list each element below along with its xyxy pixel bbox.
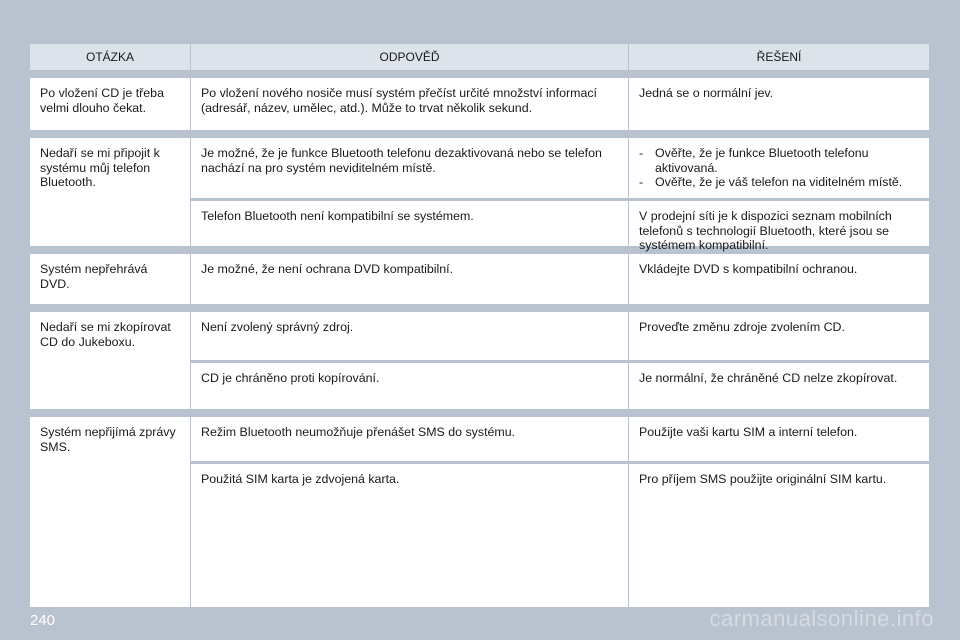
solution-cell: Použijte vaši kartu SIM a interní telefon. <box>629 417 929 461</box>
answer-cell: Použitá SIM karta je zdvojená karta. <box>191 464 628 607</box>
answer-cell: CD je chráněno proti kopírování. <box>191 363 628 409</box>
solution-cell: Proveďte změnu zdroje zvolením CD. <box>629 312 929 360</box>
solution-cell: Pro příjem SMS použijte originální SIM kartu. <box>629 464 929 607</box>
solution-cell <box>629 138 929 198</box>
header-solution: ŘEŠENÍ <box>629 44 929 70</box>
header-question: OTÁZKA <box>30 44 190 70</box>
question-cell: Nedaří se mi připojit k systému můj telefon Bluetooth. <box>30 138 190 246</box>
header-answer: ODPOVĚĎ <box>191 44 628 70</box>
answer-cell: Po vložení nového nosiče musí systém přečíst určité množství informací (adresář, název, umělec, atd.). Může to trvat několik sekund. <box>191 78 628 130</box>
watermark: carmanualsonline.info <box>709 606 934 631</box>
answer-cell: Je možné, že není ochrana DVD kompatibilní. <box>191 254 628 304</box>
page-number: 240 <box>30 612 56 629</box>
solution-list-item: - Ověřte, že je váš telefon na viditelném místě. <box>639 175 919 190</box>
solution-cell: V prodejní síti je k dispozici seznam mobilních telefonů s technologií Bluetooth, které jsou se systémem kompatibilní. <box>629 201 929 246</box>
question-cell: Systém nepřijímá zprávy SMS. <box>30 417 190 607</box>
solution-list <box>639 146 919 190</box>
solution-cell: Je normální, že chráněné CD nelze zkopírovat. <box>629 363 929 409</box>
question-cell: Po vložení CD je třeba velmi dlouho čekat. <box>30 78 190 130</box>
question-cell: Systém nepřehrává DVD. <box>30 254 190 304</box>
solution-cell: Vkládejte DVD s kompatibilní ochranou. <box>629 254 929 304</box>
solution-cell: Jedná se o normální jev. <box>629 78 929 130</box>
answer-cell: Je možné, že je funkce Bluetooth telefonu dezaktivovaná nebo se telefon nachází na pro systém neviditelném místě. <box>191 138 628 198</box>
question-cell: Nedaří se mi zkopírovat CD do Jukeboxu. <box>30 312 190 409</box>
answer-cell: Není zvolený správný zdroj. <box>191 312 628 360</box>
troubleshooting-table <box>30 44 929 607</box>
answer-cell: Telefon Bluetooth není kompatibilní se systémem. <box>191 201 628 246</box>
solution-list-item: - Ověřte, že je funkce Bluetooth telefonu aktivovaná. <box>639 146 919 175</box>
answer-cell: Režim Bluetooth neumožňuje přenášet SMS do systému. <box>191 417 628 461</box>
